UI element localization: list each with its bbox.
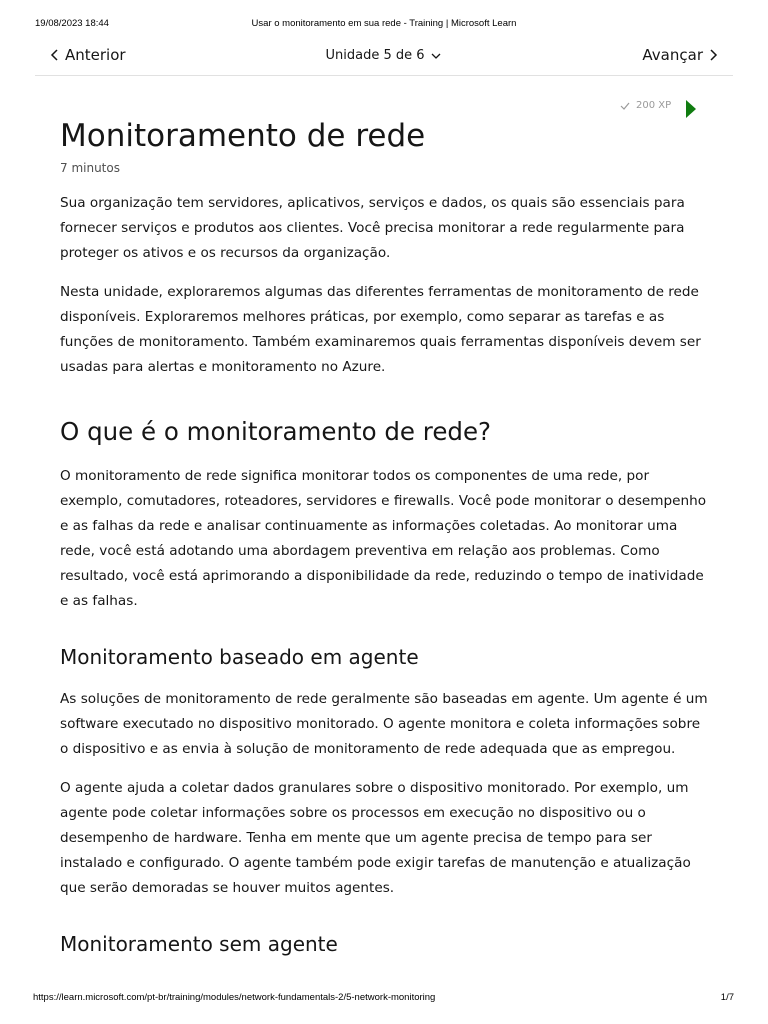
print-url: https://learn.microsoft.com/pt-br/training/modules/network-fundamentals-2/5-network-monitoring [33,992,436,1003]
print-date: 19/08/2023 18:44 [35,18,109,29]
section-paragraph: As soluções de monitoramento de rede geralmente são baseadas em agente. Um agente é um software executado no dispositivo monitorado. O agente monitora e coleta informações sobre o dispositivo e as envia à solução de monitoramento de rede adequada que as empregou. [60,691,708,757]
unit-selector[interactable] [325,48,442,63]
unit-navigation [35,40,733,76]
page-title: Monitoramento de rede [60,118,426,154]
subsection-heading: Monitoramento sem agente [60,932,338,956]
xp-badge [620,100,671,111]
print-footer [0,992,768,1006]
duration-label: 7 minutos [60,161,120,175]
section-paragraph: O agente ajuda a coletar dados granulares sobre o dispositivo monitorado. Por exemplo, um agente pode coletar informações sobre os processos em execução no dispositivo ou o desempenho de hardware. Tenha em mente que um agente precisa de tempo para ser instalado e configurado. O agente também pode exigir tarefas de manutenção e atualização que serão demoradas se houver muitos agentes. [60,780,691,896]
next-unit-label: Avançar [642,46,703,64]
checkmark-icon [620,102,630,110]
print-header [0,18,768,32]
next-unit-button[interactable] [642,46,719,64]
section-paragraph: O monitoramento de rede significa monitorar todos os componentes de uma rede, por exemplo, comutadores, roteadores, servidores e firewalls. Você pode monitorar o desempenho e as falhas da rede e analisar continuamente as informações coletadas. Ao monitorar uma rede, você está adotando uma abordagem preventiva em relação aos problemas. Como resultado, você está aprimorando a disponibilidade da rede, reduzindo o tempo de inatividade e as falhas. [60,468,707,609]
chevron-down-icon [429,50,443,62]
xp-label: 200 XP [636,100,672,111]
intro-paragraph: Nesta unidade, exploraremos algumas das diferentes ferramentas de monitoramento de rede disponíveis. Exploraremos melhores práticas, por exemplo, como separar as tarefas e as funções de monitoramento. Também examinaremos quais ferramentas disponíveis devem ser usadas para alertas e monitoramento no Azure. [60,284,701,375]
print-page-title: Usar o monitoramento em sua rede - Training | Microsoft Learn [251,18,517,29]
article-content [60,112,710,959]
print-page-number: 1/7 [720,992,734,1003]
previous-unit-label: Anterior [65,46,126,64]
section-heading: O que é o monitoramento de rede? [60,417,492,446]
intro-paragraph: Sua organização tem servidores, aplicativos, serviços e dados, os quais são essenciais para fornecer serviços e produtos aos clientes. Você precisa monitorar a rede regularmente para proteger os ativos e os recursos da organização. [60,195,685,261]
unit-selector-label: Unidade 5 de 6 [325,48,425,63]
chevron-right-icon [707,48,719,62]
subsection-heading: Monitoramento baseado em agente [60,645,419,669]
